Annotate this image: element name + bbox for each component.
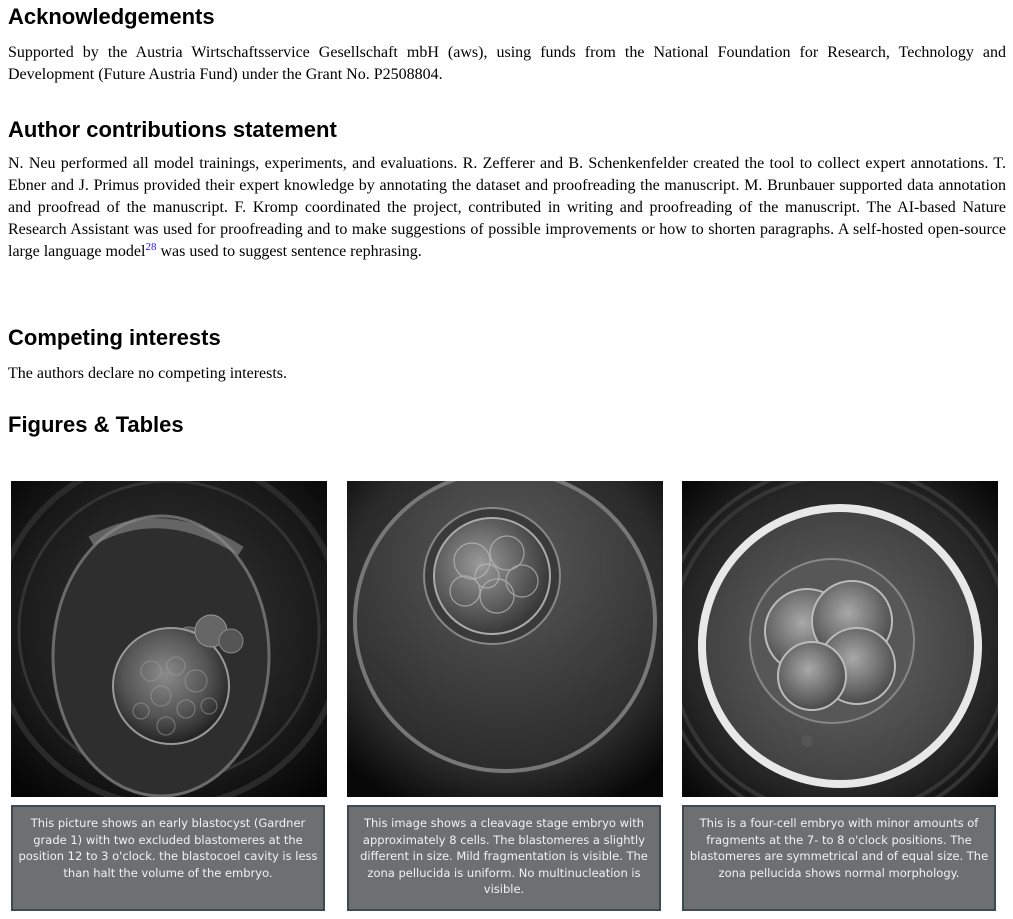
reference-link-28[interactable]: 28 bbox=[145, 241, 157, 253]
figure-2 bbox=[347, 481, 663, 911]
embryo-image-four-cell bbox=[682, 481, 998, 797]
competing-interests-heading: Competing interests bbox=[8, 325, 221, 350]
author-contributions-text bbox=[8, 153, 1006, 263]
figure-2-caption: This image shows a cleavage stage embryo with approximately 8 cells. The blastomeres a slightly different in size. Mild fragmentation is visible. The zona pellucida is uniform. No multinucleation is visible. bbox=[347, 805, 661, 911]
author-contributions-heading: Author contributions statement bbox=[8, 117, 337, 142]
figure-1-caption: This picture shows an early blastocyst (Gardner grade 1) with two excluded blastomeres at the position 12 to 3 o'clock. the blastocoel cavity is less than halt the volume of the embryo. bbox=[11, 805, 325, 911]
acknowledgements-text: Supported by the Austria Wirtschaftsservice Gesellschaft mbH (aws), using funds from the National Foundation for Research, Technology and Development (Future Austria Fund) under the Grant No. P2508804. bbox=[8, 44, 1006, 83]
figures-heading: Figures & Tables bbox=[8, 412, 184, 437]
author-contributions-tail: was used to suggest sentence rephrasing. bbox=[156, 243, 422, 260]
embryo-image-cleavage bbox=[347, 481, 663, 797]
figure-1 bbox=[11, 481, 327, 911]
figure-3-caption: This is a four-cell embryo with minor amounts of fragments at the 7- to 8 o'clock positions. The blastomeres are symmetrical and of equal size. The zona pellucida shows normal morphology. bbox=[682, 805, 996, 911]
figure-3 bbox=[682, 481, 998, 911]
acknowledgements-heading: Acknowledgements bbox=[8, 4, 215, 29]
competing-interests-text: The authors declare no competing interests. bbox=[8, 365, 288, 382]
author-contributions-body: N. Neu performed all model trainings, experiments, and evaluations. R. Zefferer and B. Schenkenfelder created the tool to collect expert annotations. T. Ebner and J. Primus provided their expert knowledge by annotating the dataset and proofreading the manuscript. M. Brunbauer supported data annotation and proofread of the manuscript. F. Kromp coordinated the project, contributed in writing and proofreading of the manuscript. The AI-based Nature Research Assistant was used for proofreading and to make suggestions of possible improvements or how to shorten paragraphs. A self-hosted open-source large language model bbox=[8, 155, 1006, 260]
embryo-image-blastocyst bbox=[11, 481, 327, 797]
